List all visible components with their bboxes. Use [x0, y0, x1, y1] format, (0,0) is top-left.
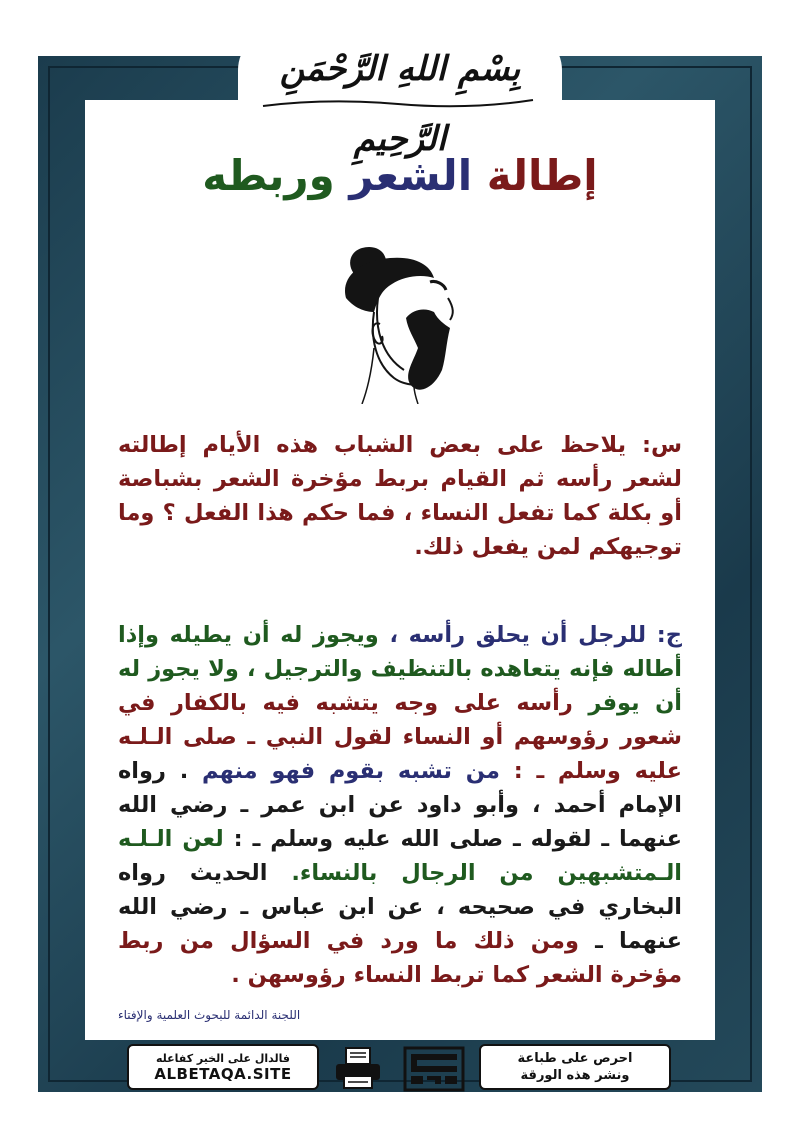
logo-container [397, 1044, 471, 1094]
answer-part-2: ويجوز له أن يطيله وإذا أطاله فإنه يتعاهده بالتنظيف والترجيل ، ولا يجوز له أن يوفر [118, 622, 682, 716]
title-word-3: وربطه [202, 151, 335, 200]
question-text [118, 428, 682, 564]
footer-slogan: فالدال على الخير كفاعله [155, 1051, 291, 1065]
answer-part-7: الحديث رواه البخاري في صحيحه ، عن ابن عباس ـ رضي الله عنهما ـ [118, 860, 682, 954]
footer-bar [127, 1044, 673, 1094]
title-word-1: إطالة [486, 151, 598, 200]
basmala-flourish-icon [258, 96, 538, 110]
title-word-2: الشعر [349, 151, 473, 200]
question-body: س: يلاحظ على بعض الشباب هذه الأيام إطالته لشعر رأسه ثم القيام بربط مؤخرة الشعر بشباصة أو بكلة كما تفعل النساء ، فما حكم هذا الفعل ؟ وما توجيهكم لمن يفعل ذلك. [118, 432, 682, 560]
hadith-quote-1: من تشبه بقوم فهو منهم [202, 758, 500, 784]
printer-icon [332, 1046, 384, 1092]
print-reminder-line-1: احرص على طباعة [517, 1051, 633, 1066]
kufic-logo-icon [403, 1046, 465, 1092]
footer-website: ALBETAQA.SITE [154, 1064, 292, 1083]
footer-print-reminder-box [479, 1044, 671, 1090]
answer-text [118, 618, 682, 992]
hadith-quote-2: لعن الـلـه الـمتشبهين من الرجال بالنساء. [118, 826, 682, 886]
answer-part-1: ج: للرجل أن يحلق رأسه ، [389, 622, 682, 648]
page-title [100, 146, 700, 206]
answer-part-8: ومن ذلك ما ورد في السؤال من ربط مؤخرة الشعر كما تربط النساء رؤوسهن . [118, 928, 682, 988]
footer-website-box[interactable] [127, 1044, 319, 1090]
answer-part-3: رأسه على وجه يتشبه فيه بالكفار في شعور رؤوسهم أو النساء لقول النبي ـ صلى الـلـه عليه وسلم ـ : [118, 690, 682, 784]
basmala-calligraphy: بِسْمِ اللهِ الرَّحْمَنِ الرَّحِيمِ [279, 49, 521, 159]
fatwa-committee-signature: اللجنة الدائمة للبحوث العلمية والإفتاء [118, 1008, 301, 1022]
printer-container [327, 1044, 389, 1094]
answer-part-5: . رواه الإمام أحمد ، وأبو داود عن ابن عمر ـ رضي الله عنهما ـ لقوله ـ صلى الله عليه وسلم ـ : [118, 758, 682, 852]
man-bun-silhouette-icon [318, 238, 478, 404]
print-reminder-line-2: ونشر هذه الورقة [520, 1068, 630, 1083]
